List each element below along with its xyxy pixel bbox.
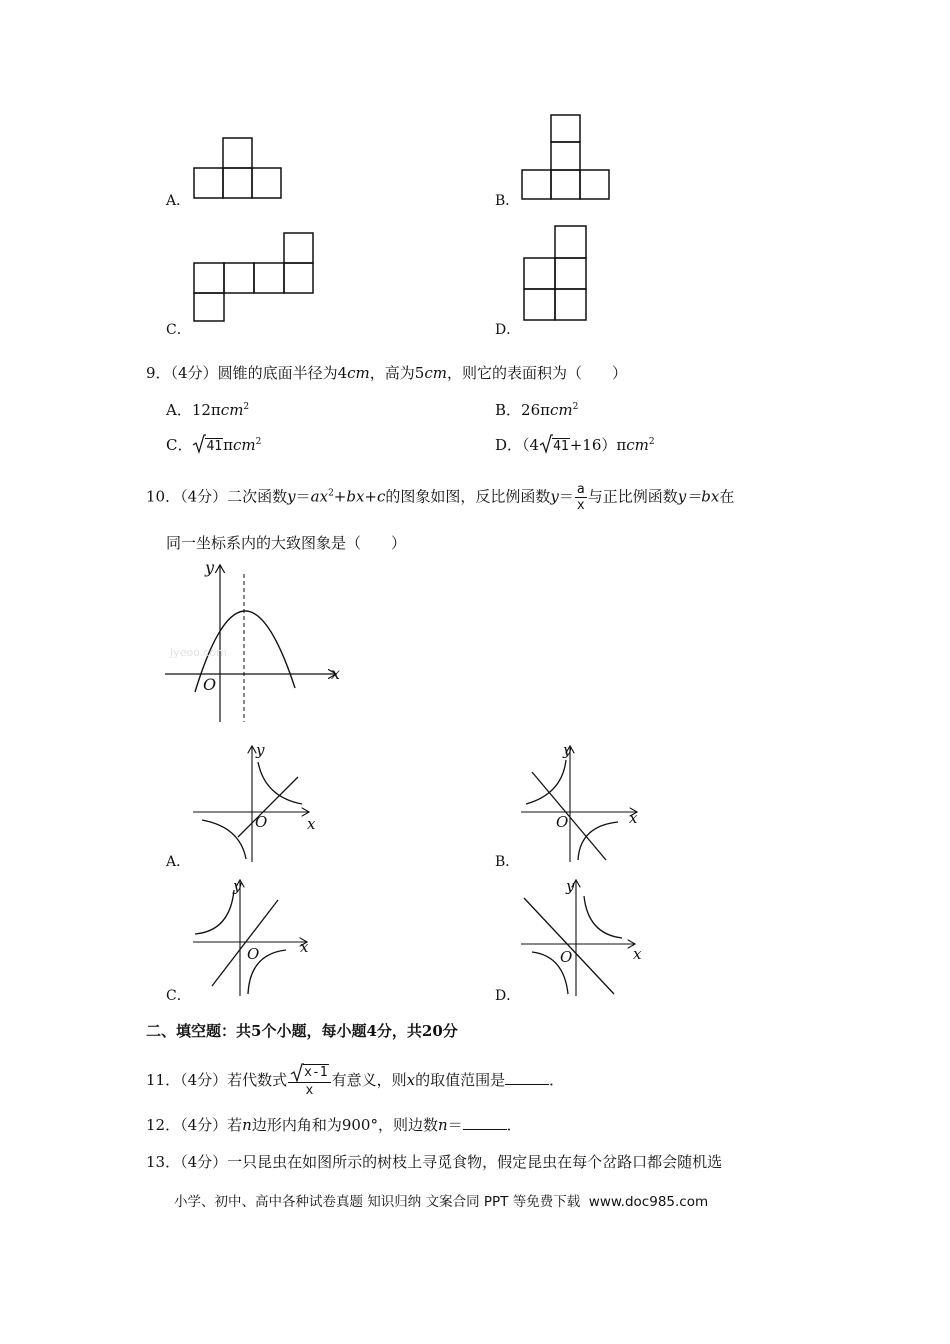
q8-option-a-label[interactable]: A．	[166, 193, 191, 209]
q8-option-c-label[interactable]: C．	[166, 322, 191, 338]
q10-option-b-label[interactable]: B．	[495, 854, 520, 870]
q12-var-n2: n	[437, 1116, 448, 1134]
q11-answer-blank[interactable]	[505, 1070, 549, 1085]
q10-option-c-y-label: y	[233, 877, 242, 895]
q11-fraction-num	[288, 1064, 330, 1083]
q12-end: ．	[506, 1116, 522, 1134]
q10-option-a-x-label: x	[307, 815, 316, 833]
q8-option-a-figure	[190, 133, 285, 203]
q12-stem	[146, 1115, 522, 1135]
q9-option-d[interactable]	[495, 435, 655, 455]
q13-score: （4分）	[180, 1153, 228, 1171]
q10-option-a-y-label: y	[256, 741, 265, 759]
q8-option-c-figure	[190, 229, 318, 325]
q13-number: 13．	[146, 1153, 181, 1171]
q12-eq: ＝	[447, 1116, 463, 1134]
q9-option-d-radicand: 41	[553, 439, 569, 454]
q9-option-c-value: π	[223, 436, 233, 454]
q10-option-c-x-label: x	[300, 938, 309, 956]
q10-option-b-graph	[518, 742, 648, 866]
q11-fraction	[288, 1064, 330, 1098]
q10-text-4: 在	[719, 487, 735, 506]
q9-text-3: ，则它的表面积为（ ）	[446, 364, 627, 382]
q10-fraction-num: a	[576, 482, 585, 497]
q9-option-d-label: D．	[495, 436, 523, 454]
q9-number: 9．	[146, 364, 171, 382]
q9-unit-1: cm	[347, 364, 370, 382]
q12-answer-blank[interactable]	[463, 1115, 507, 1130]
q9-option-d-exp: 2	[648, 437, 655, 447]
q11-text-3: 的取值范围是	[415, 1071, 506, 1089]
q10-stem	[146, 482, 734, 513]
q10-option-b-origin: O	[556, 813, 569, 831]
q8-option-d-figure	[520, 222, 590, 324]
q10-parabola-y-label: y	[205, 558, 215, 577]
q10-option-d-y-label: y	[566, 877, 575, 895]
q10-option-b-y-label: y	[563, 741, 572, 759]
q10-option-a-label[interactable]: A．	[166, 854, 191, 870]
q10-option-c-label[interactable]: C．	[166, 988, 191, 1004]
q9-option-b-label: B．	[495, 401, 522, 419]
q9-option-d-sqrt	[539, 435, 570, 455]
page-footer	[174, 1192, 708, 1212]
q9-option-a-exp: 2	[243, 402, 250, 412]
q11-text-2: 有意义，则	[331, 1071, 407, 1089]
q9-text-2: ，高为5	[369, 364, 425, 382]
q10-fn-quad-a: ax	[310, 487, 329, 506]
q10-fraction	[575, 482, 587, 513]
q10-option-d-graph	[518, 876, 648, 1000]
q13-text: 一只昆虫在如图所示的树枝上寻觅食物，假定昆虫在每个岔路口都会随机选	[227, 1153, 723, 1171]
q9-option-b-unit: cm	[549, 401, 573, 419]
q9-option-a[interactable]	[166, 400, 249, 420]
q10-option-d-origin: O	[560, 948, 573, 966]
q8-option-d-label[interactable]: D．	[495, 322, 521, 338]
q12-text-2: 边形内角和为900°，则边数	[251, 1116, 438, 1134]
q9-stem	[146, 363, 627, 383]
q11-fraction-den: x	[305, 1083, 314, 1098]
q10-fraction-den: x	[576, 498, 585, 513]
q10-option-a-origin: O	[255, 813, 268, 831]
q9-option-b-value: 26π	[521, 401, 550, 419]
section-2-title: 二、填空题：共5个小题，每小题4分，共20分	[146, 1022, 458, 1040]
q9-option-c-label: C．	[166, 436, 193, 454]
q10-fn-quad-rest: +bx+c	[333, 487, 386, 506]
q9-option-c-unit: cm	[233, 436, 256, 454]
q10-option-d-x-label: x	[633, 945, 642, 963]
q13-stem	[146, 1152, 722, 1172]
q11-score: （4分）	[180, 1071, 228, 1089]
q9-option-a-value: 12π	[191, 401, 221, 419]
q11-number: 11．	[146, 1071, 181, 1089]
q12-text-1: 若	[227, 1116, 243, 1134]
q8-option-b-label[interactable]: B．	[495, 193, 520, 209]
q9-text-1: 圆锥的底面半径为4	[217, 364, 348, 382]
q9-option-a-label: A．	[166, 401, 192, 419]
q10-option-b-x-label: x	[629, 809, 638, 827]
q10-fn-inv-eq: ＝	[558, 487, 574, 506]
q10-parabola-origin: O	[203, 675, 217, 694]
q11-sqrt	[290, 1064, 328, 1081]
q9-option-b-exp: 2	[572, 402, 579, 412]
q12-var-n: n	[242, 1116, 252, 1134]
q12-score: （4分）	[180, 1116, 228, 1134]
q10-option-a-graph	[190, 742, 320, 866]
q9-option-c-sqrt	[192, 435, 223, 455]
q9-option-d-suffix: +16）π	[569, 436, 627, 454]
q9-option-a-unit: cm	[220, 401, 244, 419]
q10-number: 10．	[146, 487, 181, 506]
footer-url[interactable]: www.doc985.com	[588, 1194, 709, 1210]
q11-end: ．	[549, 1071, 565, 1089]
q9-option-d-prefix: （4	[522, 436, 540, 454]
q10-watermark: Jyeoo.com	[170, 646, 227, 659]
q9-option-c[interactable]	[166, 435, 261, 455]
q10-fn-quad-eq: ＝	[295, 487, 311, 506]
q9-score: （4分）	[170, 364, 218, 382]
q10-option-d-label[interactable]: D．	[495, 988, 521, 1004]
q11-stem	[146, 1057, 564, 1103]
q10-fn-quad-exp: 2	[328, 488, 334, 499]
q10-fn-lin: y＝bx	[677, 487, 720, 506]
q9-option-b[interactable]	[495, 400, 578, 420]
q11-radicand: x-1	[304, 1065, 328, 1080]
q8-option-b-figure	[518, 112, 613, 204]
q10-score: （4分）	[180, 487, 228, 506]
q10-text-1: 二次函数	[227, 487, 288, 506]
q11-text-1: 若代数式	[227, 1071, 288, 1089]
q10-fn-inv-y: y	[550, 487, 559, 506]
q9-unit-2: cm	[424, 364, 447, 382]
q10-text-3: 与正比例函数	[587, 487, 678, 506]
q10-option-c-origin: O	[247, 945, 260, 963]
q9-option-c-exp: 2	[255, 437, 262, 447]
q9-option-d-unit: cm	[626, 436, 649, 454]
q10-parabola-x-label: x	[331, 664, 341, 683]
q12-number: 12．	[146, 1116, 181, 1134]
q10-line-2: 同一坐标系内的大致图象是（ ）	[166, 534, 407, 552]
q10-fn-quad-y: y	[287, 487, 296, 506]
q9-option-c-radicand: 41	[206, 439, 223, 454]
q10-text-2: 的图象如图，反比例函数	[385, 487, 551, 506]
q11-var: x	[406, 1071, 416, 1089]
footer-text: 小学、初中、高中各种试卷真题 知识归纳 文案合同 PPT 等免费下载	[174, 1194, 581, 1210]
